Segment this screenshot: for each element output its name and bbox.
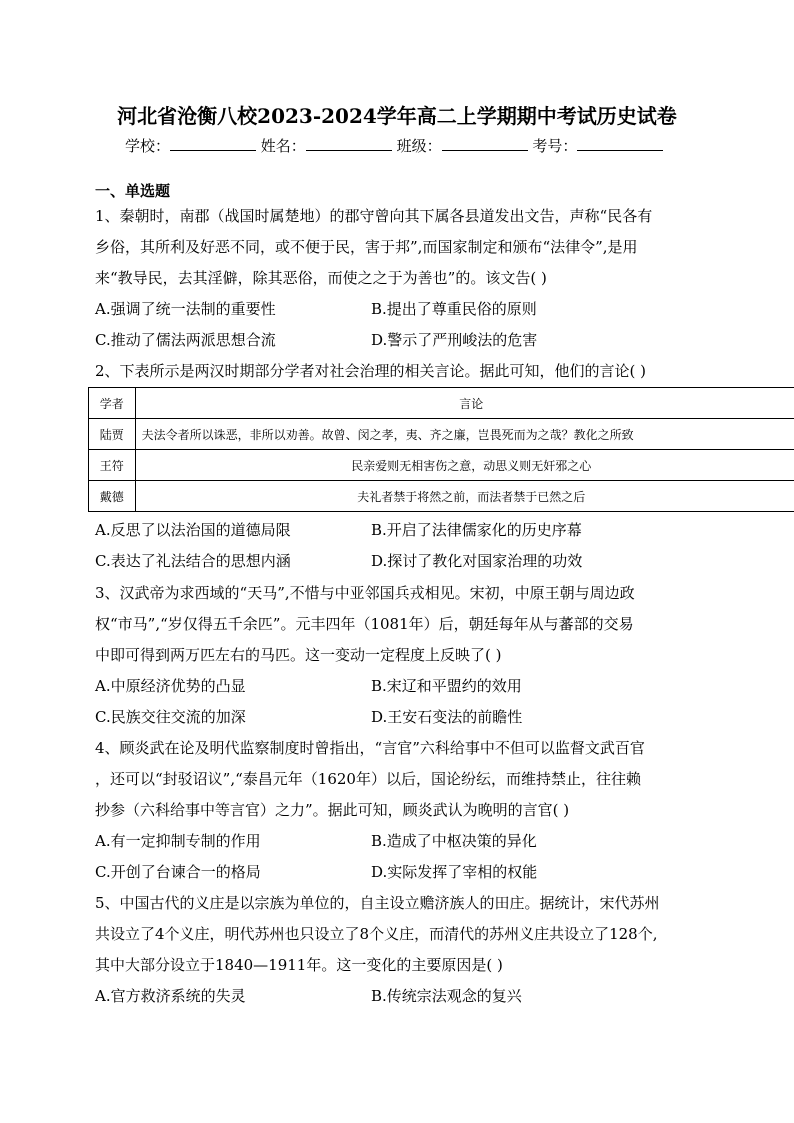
- q5-line-1: 5、中国古代的义庄是以宗族为单位的，自主设立赡济族人的田庄。据统计，宋代苏州: [95, 894, 660, 912]
- q2-option-b[interactable]: B.开启了法律儒家化的历史序幕: [371, 521, 582, 539]
- header-remarks: 言论: [135, 388, 794, 419]
- table-row: [89, 450, 794, 481]
- q3-option-a[interactable]: A.中原经济优势的凸显: [95, 677, 246, 695]
- table-row: [89, 481, 794, 512]
- exam-no-blank[interactable]: [577, 136, 663, 151]
- q1-line-2: 乡俗，其所利及好恶不同，或不便于民，害于邦”,而国家制定和颁布“法律令”,是用: [95, 238, 638, 256]
- q4-option-a[interactable]: A.有一定抑制专制的作用: [95, 832, 261, 850]
- q5-line-3: 其中大部分设立于1840—1911年。这一变化的主要原因是( ): [95, 956, 503, 974]
- school-blank[interactable]: [170, 136, 256, 151]
- section-heading: 一、单选题: [95, 182, 171, 200]
- name-blank[interactable]: [306, 136, 392, 151]
- q1-line-1: 1、秦朝时，南郡（战国时属楚地）的郡守曾向其下属各县道发出文告，声称“民各有: [95, 207, 653, 225]
- class-label: 班级：: [396, 137, 442, 155]
- q2-stem: 2、下表所示是两汉时期部分学者对社会治理的相关言论。据此可知，他们的言论( ): [95, 362, 647, 380]
- q2-option-d[interactable]: D.探讨了教化对国家治理的功效: [371, 552, 583, 570]
- student-info-line: [125, 135, 663, 156]
- q4-option-b[interactable]: B.造成了中枢决策的异化: [371, 832, 537, 850]
- q1-option-c[interactable]: C.推动了儒法两派思想合流: [95, 331, 276, 349]
- q4-option-c[interactable]: C.开创了台谏合一的格局: [95, 863, 261, 881]
- q2-option-c[interactable]: C.表达了礼法结合的思想内涵: [95, 552, 291, 570]
- q3-line-1: 3、汉武帝为求西域的“天马”,不惜与中亚邻国兵戎相见。宋初，中原王朝与周边政: [95, 584, 635, 602]
- q4-line-3: 抄参（六科给事中等言官）之力”。据此可知，顾炎武认为晚明的言官( ): [95, 801, 570, 819]
- header-scholar: 学者: [89, 388, 136, 419]
- name-label: 姓名：: [260, 137, 306, 155]
- q2-option-a[interactable]: A.反思了以法治国的道德局限: [95, 521, 291, 539]
- q5-line-2: 共设立了4个义庄，明代苏州也只设立了8个义庄，而清代的苏州义庄共设立了128个,: [95, 925, 658, 943]
- q1-option-a[interactable]: A.强调了统一法制的重要性: [95, 300, 276, 318]
- q1-option-d[interactable]: D.警示了严刑峻法的危害: [371, 331, 538, 349]
- q5-option-a[interactable]: A.官方救济系统的失灵: [95, 987, 246, 1005]
- scholar-cell: 王符: [89, 450, 136, 481]
- school-label: 学校：: [125, 137, 171, 155]
- q5-option-b[interactable]: B.传统宗法观念的复兴: [371, 987, 522, 1005]
- q3-option-b[interactable]: B.宋辽和平盟约的效用: [371, 677, 522, 695]
- q2-table: [88, 387, 794, 512]
- q3-line-3: 中即可得到两万匹左右的马匹。这一变动一定程度上反映了( ): [95, 646, 502, 664]
- table-header-row: [89, 388, 794, 419]
- q3-option-c[interactable]: C.民族交往交流的加深: [95, 708, 246, 726]
- scholar-cell: 陆贾: [89, 419, 136, 450]
- q1-option-b[interactable]: B.提出了尊重民俗的原则: [371, 300, 537, 318]
- remark-cell: 民亲爱则无相害伤之意，动思义则无奸邪之心: [135, 450, 794, 481]
- remark-cell: 夫礼者禁于将然之前，而法者禁于已然之后: [135, 481, 794, 512]
- q3-option-d[interactable]: D.王安石变法的前瞻性: [371, 708, 523, 726]
- q4-option-d[interactable]: D.实际发挥了宰相的权能: [371, 863, 538, 881]
- q4-line-2: ，还可以“封驳诏议”,“泰昌元年（1620年）以后，国论纷纭，而维持禁止，往往赖: [95, 770, 641, 788]
- q1-line-3: 来“教导民，去其淫僻，除其恶俗，而使之之于为善也”的。该文告( ): [95, 269, 547, 287]
- exam-no-label: 考号：: [532, 137, 578, 155]
- class-blank[interactable]: [442, 136, 528, 151]
- q4-line-1: 4、顾炎武在论及明代监察制度时曾指出，“言官”六科给事中不但可以监督文武百官: [95, 739, 645, 757]
- scholar-cell: 戴德: [89, 481, 136, 512]
- table-row: [89, 419, 794, 450]
- q3-line-2: 权“市马”,“岁仅得五千余匹”。元丰四年（1081年）后，朝廷每年从与蕃部的交易: [95, 615, 634, 633]
- page-title: 河北省沧衡八校2023-2024学年高二上学期期中考试历史试卷: [117, 104, 677, 128]
- remark-cell: 夫法令者所以诛恶，非所以劝善。故曾、闵之孝，夷、齐之廉，岂畏死而为之哉？教化之所致: [135, 419, 794, 450]
